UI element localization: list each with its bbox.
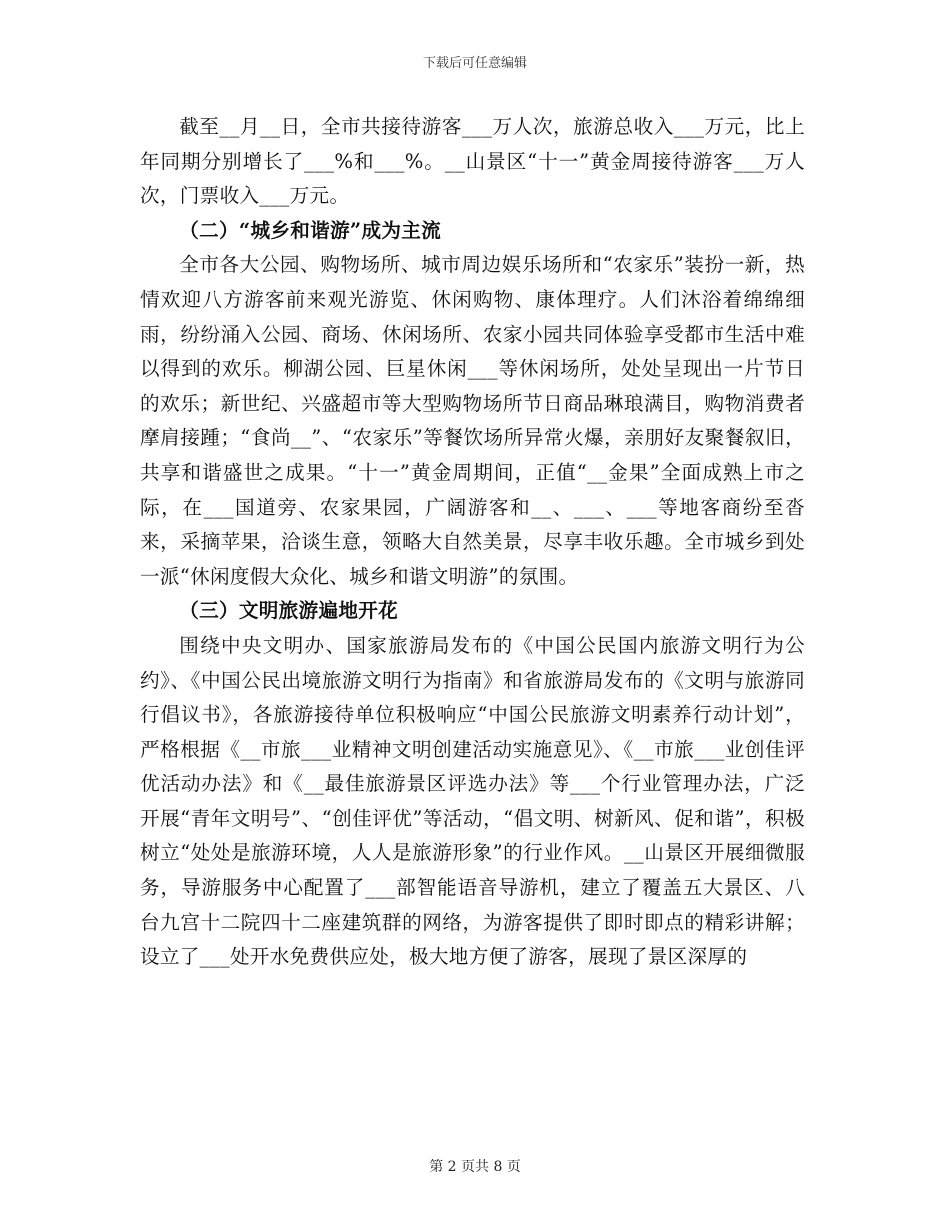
section-heading-3: （三）文明旅游遍地开花 xyxy=(179,599,399,623)
document-body xyxy=(140,110,805,975)
paragraph-statistics: 截至__月__日，全市共接待游客___万人次，旅游总收入___万元，比上年同期分别增长了___%和___%。__山景区“十一”黄金周接待游客___万人次，门票收入___万元。 xyxy=(140,115,805,208)
paragraph-civilized-tourism: 围绕中央文明办、国家旅游局发布的《中国公民国内旅游文明行为公约》、《中国公民出境旅游文明行为指南》和省旅游局发布的《文明与旅游同行倡议书》，各旅游接待单位积极响应“中国公民旅游文明素养行动计划”，严格根据《__市旅___业精神文明创建活动实施意见》、《__市旅___业创佳评优活动办法》和《__最佳旅游景区评选办法》等___个行业管理办法，广泛开展“青年文明号”、“创佳评优”等活动，“倡文明、树新风、促和谐”，积极树立“处处是旅游环境，人人是旅游形象”的行业作风。__山景区开展细微服务，导游服务中心配置了___部智能语音导游机，建立了覆盖五大景区、八台九宫十二院四十二座建筑群的网络，为游客提供了即时即点的精彩讲解；设立了___处开水免费供应处，极大地方便了游客，展现了景区深厚的 xyxy=(140,633,805,969)
section-heading-2: （二）“城乡和谐游”成为主流 xyxy=(179,218,442,242)
paragraph-urban-rural-tourism: 全市各大公园、购物场所、城市周边娱乐场所和“农家乐”装扮一新，热情欢迎八方游客前来观光游览、休闲购物、康体理疗。人们沐浴着绵绵细雨，纷纷涌入公园、商场、休闲场所、农家小园共同体验享受都市生活中难以得到的欢乐。柳湖公园、巨星休闲___等休闲场所，处处呈现出一片节日的欢乐；新世纪、兴盛超市等大型购物场所节日商品琳琅满目，购物消费者摩肩接踵；“食尚__”、“农家乐”等餐饮场所异常火爆，亲朋好友聚餐叙旧，共享和谐盛世之成果。“十一”黄金周期间，正值“__金果”全面成熟上市之际，在___国道旁、农家果园，广阔游客和__、___、___等地客商纷至沓来，采摘苹果，洽谈生意，领略大自然美景，尽享丰收乐趣。全市城乡到处一派“休闲度假大众化、城乡和谐文明游”的氛围。 xyxy=(140,253,805,588)
page-header: 下载后可任意编辑 xyxy=(422,56,527,71)
page-footer: 第 2 页共 8 页 xyxy=(429,1159,521,1175)
